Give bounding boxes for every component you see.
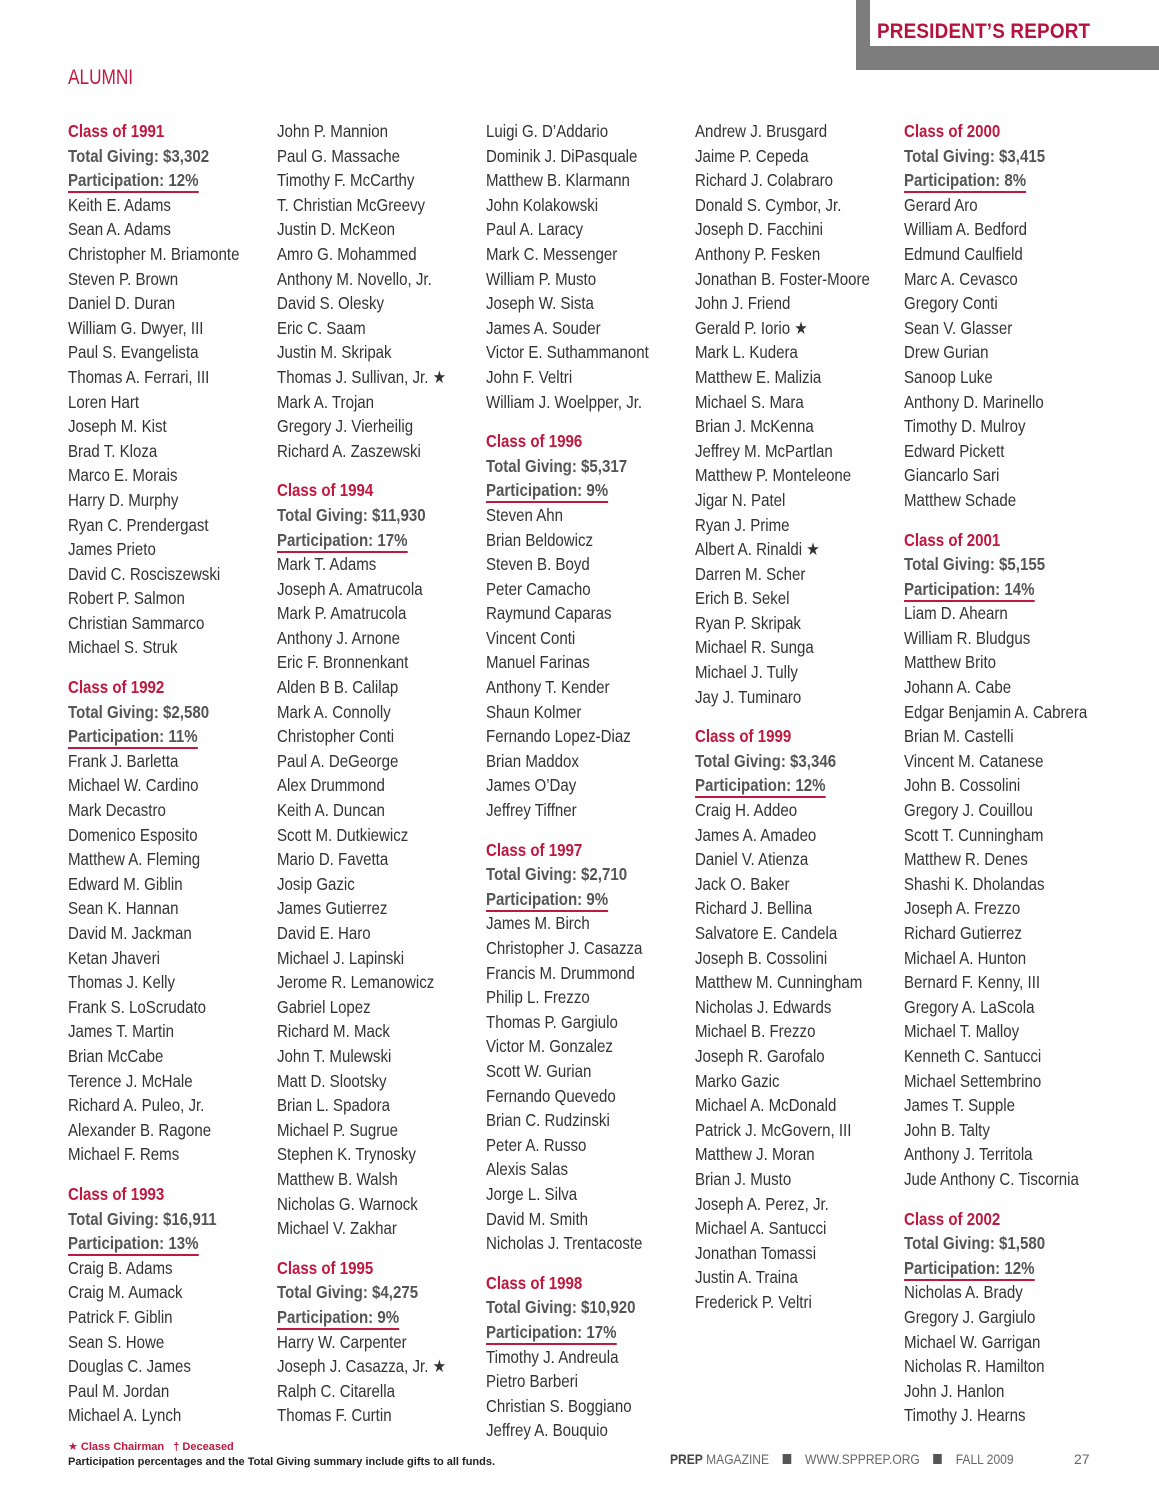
alumni-name: Paul S. Evangelista (68, 342, 199, 363)
alumni-name: Matthew M. Cunningham (695, 972, 863, 993)
group-spacer (695, 709, 906, 724)
alumni-name: Nicholas R. Hamilton (904, 1356, 1045, 1377)
alumni-name: Douglas C. James (68, 1356, 191, 1377)
alumni-name: Peter Camacho (486, 578, 591, 599)
alumni-name: Giancarlo Sari (904, 465, 1000, 486)
alumni-name: Mario D. Favetta (277, 849, 389, 870)
alumni-name: James A. Souder (486, 317, 601, 338)
alumni-name: Nicholas A. Brady (904, 1282, 1023, 1303)
alumni-name: Anthony M. Novello, Jr. (277, 268, 432, 289)
class-title: Class of 1996 (486, 431, 583, 452)
alumni-name: Brad T. Kloza (68, 440, 158, 461)
participation-row (904, 577, 1115, 602)
column-4 (695, 119, 900, 1315)
alumni-name: Craig B. Adams (68, 1257, 173, 1278)
footer-note: Participation percentages and the Total Giving summary include gifts to all funds. (68, 1456, 496, 1468)
participation-row (904, 168, 1115, 193)
alumni-name: Paul A. DeGeorge (277, 750, 399, 771)
alumni-name: Raymund Caparas (486, 603, 612, 624)
alumni-name: Gregory J. Couillou (904, 800, 1033, 821)
alumni-name: Scott T. Cunningham (904, 824, 1044, 845)
alumni-name: Michael R. Sunga (695, 637, 814, 658)
alumni-name: Gerald P. Iorio ★ (695, 317, 808, 338)
total-giving: Total Giving: $5,155 (904, 554, 1046, 575)
alumni-name: David S. Olesky (277, 293, 385, 314)
alumni-name: Ryan P. Skripak (695, 612, 801, 633)
alumni-name: Manuel Farinas (486, 652, 590, 673)
alumni-name: Michael Settembrino (904, 1070, 1042, 1091)
alumni-name: Richard A. Zaszewski (277, 440, 421, 461)
report-title: PRESIDENT’S REPORT (877, 20, 1091, 43)
total-giving: Total Giving: $2,580 (68, 701, 210, 722)
alumni-name: Terence J. McHale (68, 1070, 193, 1091)
alumni-name: Thomas J. Kelly (68, 972, 176, 993)
footer-magazine (670, 1451, 1014, 1467)
alumni-name: Matthew J. Moran (695, 1144, 815, 1165)
alumni-name: Michael S. Mara (695, 391, 804, 412)
alumni-name: Stephen K. Trynosky (277, 1144, 416, 1165)
alumni-name: Joseph J. Casazza, Jr. ★ (277, 1356, 447, 1377)
alumni-name: Jude Anthony C. Tiscornia (904, 1168, 1079, 1189)
total-giving: Total Giving: $10,920 (486, 1297, 636, 1318)
group-spacer (68, 660, 279, 675)
alumni-name: Fernando Quevedo (486, 1085, 616, 1106)
alumni-name: Michael A. McDonald (695, 1095, 837, 1116)
alumni-name: Drew Gurian (904, 342, 989, 363)
alumni-name: Eric F. Bronnenkant (277, 652, 409, 673)
legend-deceased: † Deceased (173, 1441, 234, 1453)
alumni-name: Paul M. Jordan (68, 1380, 170, 1401)
alumni-name: Richard J. Bellina (695, 898, 813, 919)
alumni-name: Ryan J. Prime (695, 514, 790, 535)
group-spacer (277, 463, 488, 478)
alumni-name: Thomas J. Sullivan, Jr. ★ (277, 366, 447, 387)
alumni-name: Matthew Brito (904, 652, 997, 673)
alumni-name: Brian Maddox (486, 750, 579, 771)
alumni-name: Marc A. Cevasco (904, 268, 1018, 289)
alumni-name: Alex Drummond (277, 775, 385, 796)
alumni-name: James Prieto (68, 539, 156, 560)
alumni-name: John P. Mannion (277, 121, 389, 141)
alumni-name: Justin D. McKeon (277, 219, 395, 240)
class-title: Class of 2002 (904, 1208, 1001, 1229)
alumni-name: Thomas A. Ferrari, III (68, 366, 210, 387)
alumni-name: Christopher Conti (277, 726, 395, 747)
alumni-name: James A. Amadeo (695, 824, 817, 845)
alumni-name: Michael A. Lynch (68, 1405, 182, 1426)
alumni-name: Alden B B. Calilap (277, 677, 399, 698)
alumni-name: Joseph R. Garofalo (695, 1045, 825, 1066)
alumni-name: Patrick J. McGovern, III (695, 1119, 852, 1140)
alumni-name: Edward Pickett (904, 440, 1005, 461)
alumni-name: William A. Bedford (904, 219, 1027, 240)
alumni-name: Matthew A. Fleming (68, 849, 201, 870)
total-giving: Total Giving: $3,346 (695, 750, 837, 771)
alumni-name: Jack O. Baker (695, 873, 790, 894)
column-1 (68, 119, 273, 1428)
participation: Participation: 8% (904, 170, 1026, 193)
alumni-name: Donald S. Cymbor, Jr. (695, 194, 842, 215)
alumni-name: Timothy J. Hearns (904, 1405, 1026, 1426)
class-title: Class of 1992 (68, 677, 165, 698)
participation: Participation: 11% (68, 726, 198, 749)
alumni-name: Christopher M. Briamonte (68, 243, 240, 264)
group-spacer (904, 1192, 1115, 1207)
alumni-name: Domenico Esposito (68, 824, 198, 845)
alumni-name: Jonathan Tomassi (695, 1242, 817, 1263)
alumni-name: Mark A. Trojan (277, 391, 375, 412)
alumni-name: Victor E. Suthammanont (486, 342, 649, 363)
alumni-name: Anthony D. Marinello (904, 391, 1044, 412)
square-bullet-icon (783, 1454, 792, 1464)
alumni-name: Frederick P. Veltri (695, 1291, 812, 1312)
participation-row (486, 1320, 697, 1345)
alumni-name: Marko Gazic (695, 1070, 780, 1091)
alumni-name: Michael P. Sugrue (277, 1119, 399, 1140)
alumni-name: David M. Jackman (68, 923, 192, 943)
group-spacer (486, 823, 697, 838)
alumni-name: Brian McCabe (68, 1045, 164, 1066)
alumni-name: Kenneth C. Santucci (904, 1045, 1042, 1066)
alumni-name: Gabriel Lopez (277, 996, 371, 1017)
alumni-name: Luigi G. D’Addario (486, 121, 609, 141)
magazine-word: MAGAZINE (706, 1451, 770, 1467)
participation-row (486, 478, 697, 503)
alumni-name: Edgar Benjamin A. Cabrera (904, 701, 1088, 722)
alumni-name: Michael W. Cardino (68, 775, 199, 796)
alumni-name: David E. Haro (277, 923, 371, 943)
alumni-name: Salvatore E. Candela (695, 923, 838, 943)
alumni-name: John Kolakowski (486, 194, 599, 215)
alumni-name: Loren Hart (68, 391, 140, 412)
alumni-name: Paul G. Massache (277, 145, 400, 166)
alumni-name: John J. Friend (695, 293, 791, 314)
alumni-name: Mark Decastro (68, 800, 166, 821)
participation: Participation: 14% (904, 579, 1034, 602)
alumni-name: Jigar N. Patel (695, 489, 786, 510)
participation: Participation: 9% (277, 1307, 399, 1330)
alumni-name: John B. Cossolini (904, 775, 1021, 796)
alumni-name: Jorge L. Silva (486, 1183, 578, 1204)
square-bullet-icon (933, 1454, 942, 1464)
alumni-name: Anthony J. Arnone (277, 627, 401, 648)
alumni-name: Shashi K. Dholandas (904, 873, 1045, 894)
alumni-name: Alexis Salas (486, 1159, 568, 1180)
alumni-name: William G. Dwyer, III (68, 317, 204, 338)
alumni-name: Vincent M. Catanese (904, 750, 1044, 771)
alumni-name: Brian C. Rudzinski (486, 1110, 610, 1131)
issue-date: FALL 2009 (955, 1451, 1014, 1467)
alumni-name: Joseph D. Facchini (695, 219, 823, 240)
alumni-name: Jay J. Tuminaro (695, 686, 802, 707)
alumni-name: Patrick F. Giblin (68, 1306, 173, 1327)
alumni-name: Craig H. Addeo (695, 800, 798, 821)
alumni-name: Timothy D. Mulroy (904, 416, 1026, 437)
alumni-name: Brian M. Castelli (904, 726, 1014, 747)
alumni-name: Timothy F. McCarthy (277, 170, 415, 191)
alumni-name: Brian Beldowicz (486, 529, 594, 550)
alumni-name: Joseph A. Perez, Jr. (695, 1193, 829, 1214)
alumni-name: Erich B. Sekel (695, 588, 790, 609)
participation: Participation: 12% (68, 170, 198, 193)
alumni-name: Eric C. Saam (277, 317, 366, 338)
participation-row (486, 887, 697, 912)
alumni-name: Shaun Kolmer (486, 701, 582, 722)
alumni-name: John B. Talty (904, 1119, 990, 1140)
class-title: Class of 1998 (486, 1272, 583, 1293)
alumni-name: Christian Sammarco (68, 612, 205, 633)
participation-row (695, 773, 906, 798)
alumni-name: Brian J. McKenna (695, 416, 814, 437)
alumni-name: John F. Veltri (486, 366, 573, 387)
alumni-name: John J. Hanlon (904, 1380, 1005, 1401)
alumni-name: John T. Mulewski (277, 1045, 392, 1066)
alumni-name: Timothy J. Andreula (486, 1346, 619, 1367)
alumni-name: Mark P. Amatrucola (277, 603, 407, 624)
participation: Participation: 17% (277, 530, 407, 553)
alumni-name: Nicholas J. Edwards (695, 996, 832, 1017)
alumni-name: Keith A. Duncan (277, 800, 385, 821)
alumni-name: Brian J. Musto (695, 1168, 792, 1189)
column-2 (277, 119, 482, 1428)
alumni-name: Brian L. Spadora (277, 1095, 390, 1116)
alumni-name: James T. Martin (68, 1021, 174, 1042)
alumni-name: T. Christian McGreevy (277, 194, 426, 215)
alumni-name: Daniel V. Atienza (695, 849, 809, 870)
alumni-name: James T. Supple (904, 1095, 1015, 1116)
alumni-name: Paul A. Laracy (486, 219, 584, 240)
alumni-name: Christian S. Boggiano (486, 1395, 632, 1416)
alumni-name: Michael V. Zakhar (277, 1218, 397, 1239)
alumni-name: James O’Day (486, 775, 577, 796)
alumni-name: Liam D. Ahearn (904, 603, 1008, 624)
alumni-name: Pietro Barberi (486, 1371, 579, 1392)
alumni-name: William R. Bludgus (904, 627, 1031, 648)
alumni-name: Mark A. Connolly (277, 701, 391, 722)
alumni-name: Gregory J. Gargiulo (904, 1306, 1036, 1327)
alumni-name: Gerard Aro (904, 194, 978, 215)
alumni-name: Amro G. Mohammed (277, 243, 417, 264)
alumni-name: Matthew E. Malizia (695, 366, 822, 387)
alumni-name: Richard Gutierrez (904, 923, 1022, 943)
participation-row (68, 1231, 279, 1256)
alumni-name: Craig M. Aumack (68, 1282, 183, 1303)
alumni-name: Josip Gazic (277, 873, 355, 894)
total-giving: Total Giving: $1,580 (904, 1233, 1046, 1254)
participation-row (68, 724, 279, 749)
alumni-name: Frank J. Barletta (68, 750, 179, 771)
alumni-name: Anthony J. Territola (904, 1144, 1033, 1165)
total-giving: Total Giving: $5,317 (486, 455, 628, 476)
total-giving: Total Giving: $2,710 (486, 864, 628, 885)
alumni-name: Michael A. Hunton (904, 947, 1027, 968)
alumni-name: Andrew J. Brusgard (695, 121, 828, 141)
alumni-name: William P. Musto (486, 268, 597, 289)
alumni-name: Harry D. Murphy (68, 489, 179, 510)
alumni-name: Fernando Lopez-Diaz (486, 726, 631, 747)
class-title: Class of 1991 (68, 121, 165, 141)
participation: Participation: 17% (486, 1322, 616, 1345)
alumni-name: James Gutierrez (277, 898, 388, 919)
alumni-name: Michael F. Rems (68, 1144, 180, 1165)
alumni-name: Matthew B. Klarmann (486, 170, 630, 191)
participation: Participation: 12% (695, 775, 825, 798)
participation-row (904, 1256, 1115, 1281)
total-giving: Total Giving: $11,930 (277, 504, 426, 525)
alumni-name: Darren M. Scher (695, 563, 806, 584)
section-title: ALUMNI (68, 66, 134, 89)
alumni-name: Mark T. Adams (277, 554, 377, 575)
page-number: 27 (1074, 1451, 1090, 1467)
alumni-name: Sean S. Howe (68, 1331, 165, 1352)
alumni-name: Richard J. Colabraro (695, 170, 834, 191)
alumni-name: Michael J. Tully (695, 662, 798, 683)
alumni-name: Justin A. Traina (695, 1267, 798, 1288)
total-giving: Total Giving: $3,302 (68, 145, 210, 166)
alumni-name: Philip L. Frezzo (486, 987, 590, 1008)
alumni-name: Ketan Jhaveri (68, 947, 161, 968)
alumni-name: Mark L. Kudera (695, 342, 798, 363)
alumni-name: Johann A. Cabe (904, 677, 1012, 698)
footer-legend (68, 1440, 234, 1453)
alumni-name: Marco E. Morais (68, 465, 178, 486)
alumni-name: Jaime P. Cepeda (695, 145, 809, 166)
alumni-name: Bernard F. Kenny, III (904, 972, 1041, 993)
alumni-name: Daniel D. Duran (68, 293, 176, 314)
magazine-name: PREP (670, 1451, 703, 1467)
alumni-name: Steven B. Boyd (486, 554, 590, 575)
participation: Participation: 12% (904, 1258, 1034, 1281)
alumni-name: Nicholas J. Trentacoste (486, 1233, 643, 1254)
class-title: Class of 1993 (68, 1183, 165, 1204)
participation-row (68, 168, 279, 193)
alumni-name: Keith E. Adams (68, 194, 171, 215)
alumni-name: Jeffrey Tiffner (486, 800, 577, 821)
alumni-name: Gregory J. Vierheilig (277, 416, 414, 437)
alumni-name: Nicholas G. Warnock (277, 1193, 418, 1214)
alumni-name: Matthew B. Walsh (277, 1168, 398, 1189)
alumni-name: Michael W. Garrigan (904, 1331, 1041, 1352)
alumni-name: Albert A. Rinaldi ★ (695, 539, 820, 560)
alumni-name: Francis M. Drummond (486, 962, 635, 983)
class-title: Class of 1994 (277, 480, 374, 501)
class-title: Class of 2001 (904, 529, 1001, 550)
website: WWW.SPPREP.ORG (804, 1451, 920, 1467)
alumni-name: Alexander B. Ragone (68, 1119, 212, 1140)
participation: Participation: 9% (486, 889, 608, 912)
alumni-name: Anthony P. Fesken (695, 243, 821, 264)
alumni-name: Steven P. Brown (68, 268, 179, 289)
alumni-name: Jonathan B. Foster-Moore (695, 268, 870, 289)
alumni-name: Michael J. Lapinski (277, 947, 405, 968)
class-title: Class of 1995 (277, 1257, 374, 1278)
alumni-name: Thomas F. Curtin (277, 1405, 392, 1426)
alumni-name: Thomas P. Gargiulo (486, 1011, 618, 1032)
alumni-name: Jeffrey M. McPartlan (695, 440, 833, 461)
alumni-name: Michael T. Malloy (904, 1021, 1020, 1042)
alumni-name: Sean V. Glasser (904, 317, 1013, 338)
alumni-name: Christopher J. Casazza (486, 938, 643, 958)
group-spacer (486, 414, 697, 429)
legend-class-chairman: ★ Class Chairman (68, 1441, 165, 1453)
group-spacer (277, 1241, 488, 1256)
alumni-name: Edmund Caulfield (904, 243, 1023, 264)
alumni-name: Michael S. Struk (68, 637, 178, 658)
alumni-name: Harry W. Carpenter (277, 1331, 407, 1352)
group-spacer (68, 1167, 279, 1182)
alumni-name: Jeffrey A. Bouquio (486, 1420, 608, 1441)
alumni-name: Matthew Schade (904, 489, 1017, 510)
alumni-name: Joseph M. Kist (68, 416, 167, 437)
alumni-name: James M. Birch (486, 913, 590, 934)
alumni-name: Anthony T. Kender (486, 677, 610, 698)
alumni-name: David M. Smith (486, 1208, 589, 1229)
alumni-name: Joseph A. Amatrucola (277, 578, 423, 599)
group-spacer (486, 1256, 697, 1271)
class-title: Class of 2000 (904, 121, 1001, 141)
alumni-name: Michael B. Frezzo (695, 1021, 816, 1042)
alumni-name: Gregory Conti (904, 293, 998, 314)
alumni-name: Matt D. Slootsky (277, 1070, 387, 1091)
alumni-name: Richard A. Puleo, Jr. (68, 1095, 205, 1116)
alumni-name: Vincent Conti (486, 627, 576, 648)
alumni-name: William J. Woelpper, Jr. (486, 391, 643, 412)
participation-row (277, 528, 488, 553)
alumni-name: Michael A. Santucci (695, 1218, 827, 1239)
alumni-name: Mark C. Messenger (486, 243, 618, 264)
alumni-name: Sanoop Luke (904, 366, 993, 387)
total-giving: Total Giving: $4,275 (277, 1282, 419, 1303)
alumni-name: Joseph W. Sista (486, 293, 594, 314)
alumni-name: Steven Ahn (486, 504, 563, 525)
alumni-name: Jerome R. Lemanowicz (277, 972, 435, 993)
column-5 (904, 119, 1109, 1428)
alumni-name: Robert P. Salmon (68, 588, 185, 609)
column-3 (486, 119, 691, 1443)
participation: Participation: 13% (68, 1233, 198, 1256)
total-giving: Total Giving: $16,911 (68, 1208, 217, 1229)
participation: Participation: 9% (486, 480, 608, 503)
alumni-name: Matthew P. Monteleone (695, 465, 852, 486)
alumni-name: Sean A. Adams (68, 219, 171, 240)
alumni-name: Sean K. Hannan (68, 898, 179, 919)
alumni-name: Ralph C. Citarella (277, 1380, 395, 1401)
alumni-name: Dominik J. DiPasquale (486, 145, 638, 166)
alumni-name: Justin M. Skripak (277, 342, 392, 363)
alumni-name: Scott W. Gurian (486, 1060, 592, 1081)
class-title: Class of 1997 (486, 839, 583, 860)
participation-row (277, 1305, 488, 1330)
alumni-name: Frank S. LoScrudato (68, 996, 207, 1017)
class-title: Class of 1999 (695, 726, 792, 747)
alumni-name: Edward M. Giblin (68, 873, 183, 894)
total-giving: Total Giving: $3,415 (904, 145, 1046, 166)
alumni-name: Scott M. Dutkiewicz (277, 824, 409, 845)
alumni-name: Ryan C. Prendergast (68, 514, 209, 535)
alumni-name: Matthew R. Denes (904, 849, 1028, 870)
alumni-name: Gregory A. LaScola (904, 996, 1035, 1017)
alumni-name: Joseph A. Frezzo (904, 898, 1021, 919)
alumni-name: Victor M. Gonzalez (486, 1036, 613, 1057)
alumni-name: David C. Rosciszewski (68, 563, 221, 584)
alumni-name: Peter A. Russo (486, 1134, 587, 1155)
group-spacer (904, 513, 1115, 528)
alumni-name: Joseph B. Cossolini (695, 947, 828, 968)
alumni-name: Richard M. Mack (277, 1021, 390, 1042)
